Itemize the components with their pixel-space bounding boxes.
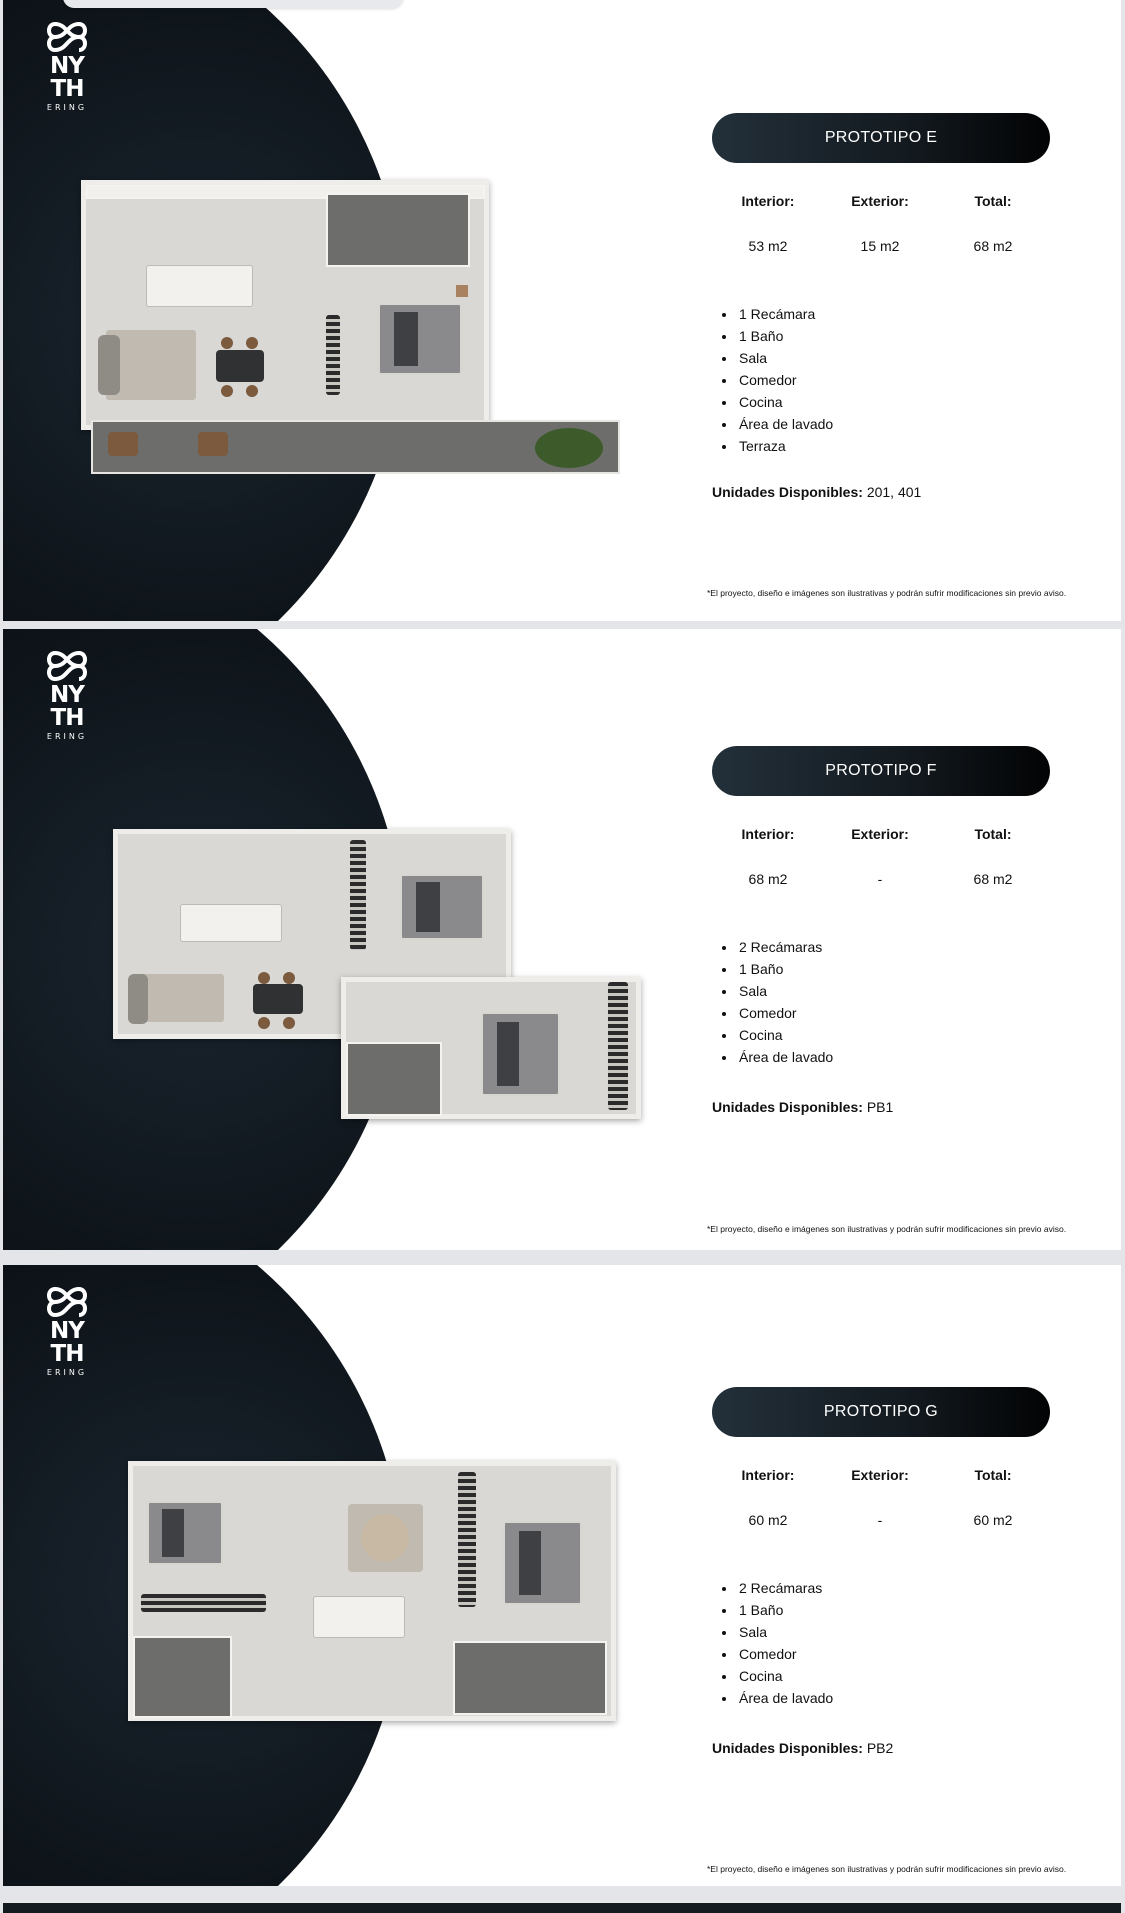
feature-item: • 1 Recámara [737,303,833,325]
interior-label: Interior: [741,826,795,842]
feature-item: • Sala [737,347,833,369]
available-units [712,484,921,500]
exterior-value: - [877,871,883,887]
next-page-edge [3,1903,1121,1913]
interior-value: 68 m2 [748,871,788,887]
prototype-page-g [3,1265,1121,1886]
available-units [712,1099,893,1115]
exterior-value: - [877,1512,883,1528]
floor-plan-bedroom-wing [341,977,641,1119]
prototype-title: PROTOTIPO F [712,746,1050,796]
prototype-page-f [3,629,1121,1250]
interior-value: 53 m2 [748,238,788,254]
feature-item: • Cocina [737,391,833,413]
logo-subtitle: ERING [46,732,88,741]
logo-subtitle: ERING [46,103,88,112]
plant-icon [535,428,603,468]
logo-main-line1: NY [50,1318,84,1344]
logo-main-line2: TH [50,705,84,731]
feature-item: • Comedor [737,1002,833,1024]
kitchen-island [180,904,282,942]
feature-item: • 2 Recámaras [737,1577,833,1599]
logo-knot-icon [47,1285,87,1319]
feature-item: • Sala [737,1621,833,1643]
bed [378,303,462,375]
total-value: 60 m2 [973,1512,1013,1528]
total-value: 68 m2 [973,238,1013,254]
logo-knot-icon [47,20,87,54]
feature-item: • Comedor [737,369,833,391]
interior-label: Interior: [741,193,795,209]
floor-plan-image [81,180,489,430]
exterior-value: 15 m2 [860,238,900,254]
feature-item: • 2 Recámaras [737,936,833,958]
feature-item: • Cocina [737,1024,833,1046]
kitchen-island [146,265,253,307]
feature-item: • Comedor [737,1643,833,1665]
units-label: Unidades Disponibles: [712,1099,863,1115]
units-label: Unidades Disponibles: [712,484,863,500]
total-label: Total: [974,193,1012,209]
scroll-tab [63,0,403,8]
feature-item: • 1 Baño [737,958,833,980]
total-label: Total: [974,826,1012,842]
total-label: Total: [974,1467,1012,1483]
disclaimer-text: *El proyecto, diseño e imágenes son ilustrativas y podrán sufrir modificaciones sin previo aviso. [707,588,1067,598]
logo-knot-icon [47,649,87,683]
exterior-label: Exterior: [851,1467,909,1483]
bed [147,1501,223,1565]
dining-table [253,984,303,1014]
feature-list [721,1577,833,1709]
brand-logo [41,1285,93,1377]
feature-item: • Sala [737,980,833,1002]
kitchen-island [313,1596,405,1638]
bed [400,874,484,940]
available-units [712,1740,893,1756]
exterior-label: Exterior: [851,826,909,842]
logo-main-line1: NY [50,53,84,79]
brand-logo [41,20,93,112]
dining-table [216,350,264,382]
logo-main-line2: TH [50,76,84,102]
bed [503,1521,582,1605]
interior-value: 60 m2 [748,1512,788,1528]
floor-plan-image [128,1461,616,1721]
interior-label: Interior: [741,1467,795,1483]
bed [481,1012,560,1096]
prototype-title: PROTOTIPO G [712,1387,1050,1437]
logo-subtitle: ERING [46,1368,88,1377]
feature-item: • Área de lavado [737,1046,833,1068]
prototype-title: PROTOTIPO E [712,113,1050,163]
feature-list [721,936,833,1068]
logo-main-line1: NY [50,682,84,708]
brand-logo [41,649,93,741]
units-value: PB1 [866,1099,894,1115]
feature-item: • Área de lavado [737,413,833,435]
units-value: PB2 [866,1740,894,1756]
feature-list [721,303,833,457]
logo-main-line2: TH [50,1341,84,1367]
feature-item: • Cocina [737,1665,833,1687]
units-label: Unidades Disponibles: [712,1740,863,1756]
disclaimer-text: *El proyecto, diseño e imágenes son ilustrativas y podrán sufrir modificaciones sin previo aviso. [707,1864,1067,1874]
exterior-label: Exterior: [851,193,909,209]
feature-item: • 1 Baño [737,325,833,347]
units-value: 201, 401 [866,484,922,500]
total-value: 68 m2 [973,871,1013,887]
feature-item: • Área de lavado [737,1687,833,1709]
feature-item: • 1 Baño [737,1599,833,1621]
disclaimer-text: *El proyecto, diseño e imágenes son ilustrativas y podrán sufrir modificaciones sin previo aviso. [707,1224,1067,1234]
prototype-page-e [3,0,1121,621]
feature-item: • Terraza [737,435,833,457]
